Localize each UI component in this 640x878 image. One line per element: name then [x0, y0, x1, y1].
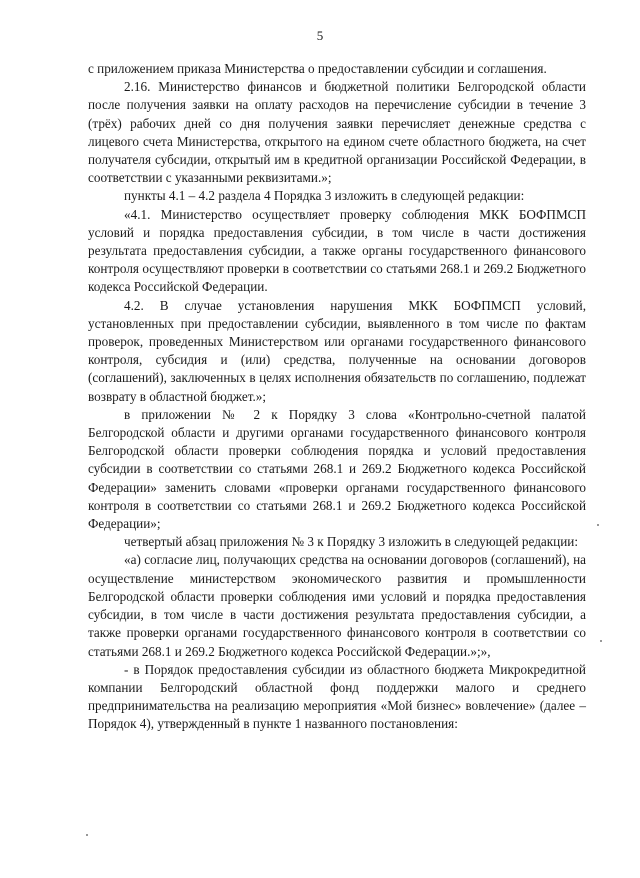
paragraph: четвертый абзац приложения № 3 к Порядку 3 изложить в следующей редакции: [124, 534, 579, 550]
paragraph: «4.1. Министерство осуществляет проверку соблюдения МКК БОФПМСП условий и порядка предоставления субсидии, в том числе в части достижения результата предоставления субсидии, а также органы государственного финансового контроля осуществляют проверки в соответствии со статьями 268.1 и 269.2 Бюджетного кодекса Российской Федерации. [88, 206, 586, 295]
page-number: 5 [316, 28, 324, 43]
paragraph: с приложением приказа Министерства о предоставлении субсидии и соглашения. [88, 61, 547, 76]
scan-speck [86, 834, 88, 836]
paragraph: 4.2. В случае установления нарушения МКК БОФПМСП условий, установленных при предоставлении субсидии, выявленного в том числе по фактам проверок, проведенных Министерством или органами государственного финансового контроля, субсидия и (или) средства, полученные на основании договоров (соглашений), заключенных в целях исполнения обязательств по соглашению, подлежат возврату в областной бюджет.»; [88, 297, 586, 404]
paragraph: в приложении № 2 к Порядку 3 слова «Контрольно-счетной палатой Белгородской области и другими органами государственного финансового контроля Белгородской области проверки соблюдения порядка и условий предоставления субсидии в соответствии со статьями 268.1 и 269.2 Бюджетного кодекса Российской Федерации» заменить словами «проверки органами государственного финансового контроля в соответствии со статьями 268.1 и 269.2 Бюджетного кодекса Российской Федерации»; [88, 406, 586, 532]
paragraph: пункты 4.1 – 4.2 раздела 4 Порядка 3 изложить в следующей редакции: [124, 188, 525, 204]
scan-speck [600, 640, 602, 642]
paragraph: «а) согласие лиц, получающих средства на основании договоров (соглашений), на осуществление министерством экономического развития и промышленности Белгородской области проверки соблюдения ими условий и порядка предоставления субсидии, в том числе в части достижения результата предоставления субсидии, а также проверки органами государственного финансового контроля в соответствии со статьями 268.1 и 269.2 Бюджетного кодекса Российской Федерации.»;», [88, 552, 586, 659]
paragraph: - в Порядок предоставления субсидии из областного бюджета Микрокредитной компании Белгородский областной фонд поддержки малого и среднего предпринимательства на реализацию мероприятия «Мой бизнес» вовлечение» (далее – Порядок 4), утвержденный в пункте 1 названного постановления: [88, 661, 586, 732]
scan-speck [597, 524, 599, 526]
paragraph: 2.16. Министерство финансов и бюджетной политики Белгородской области после получения заявки на оплату расходов на перечисление субсидии в течение 3 (трёх) рабочих дней со дня получения заявки перечисляет денежные средства с лицевого счета Министерства, открытого на едином счете областного бюджета, на счет получателя субсидии, открытый им в кредитной организации Российской Федерации, в соответствии с указанными реквизитами.»; [88, 79, 586, 186]
document-body [88, 60, 586, 734]
